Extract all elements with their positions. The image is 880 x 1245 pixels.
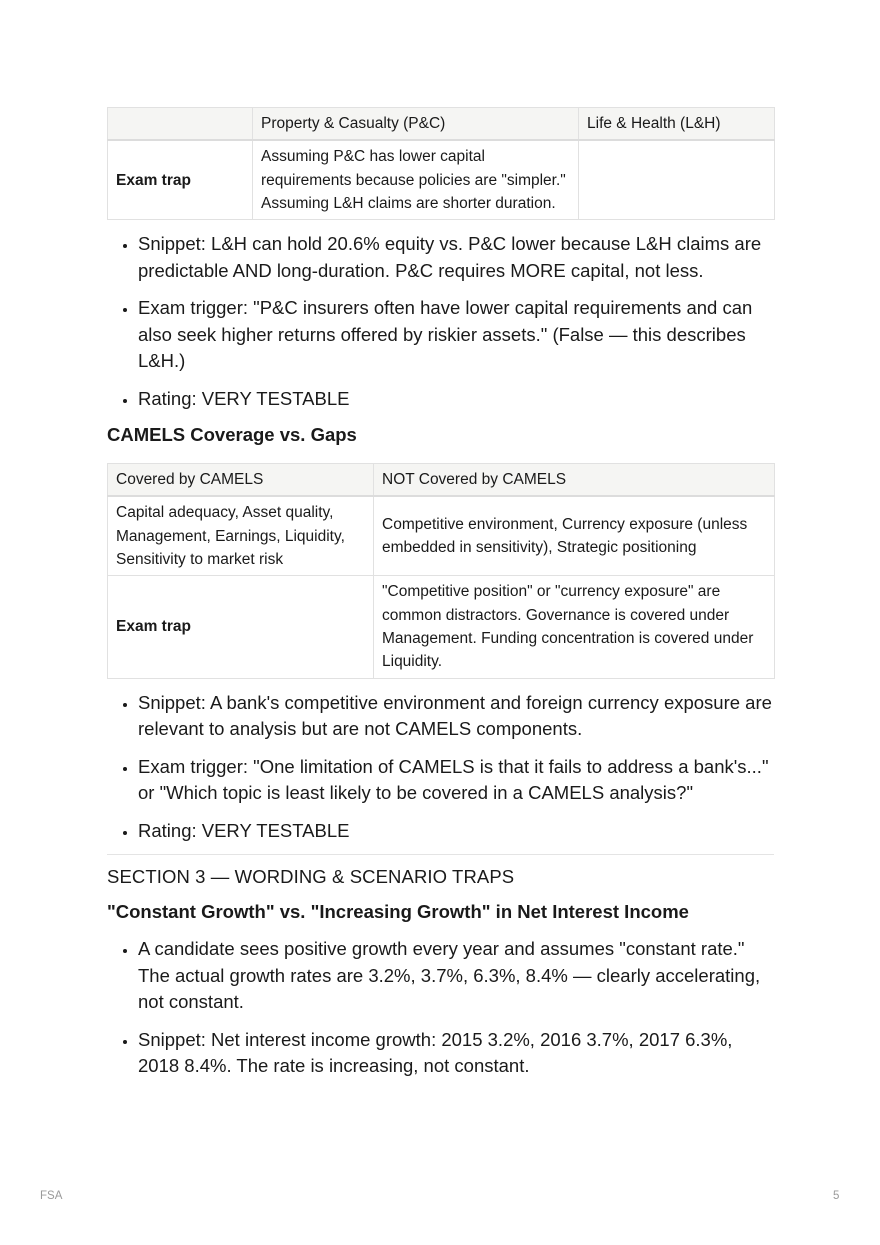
row-label: Exam trap [108, 576, 374, 678]
table-row [108, 140, 775, 219]
list-item: • Snippet: L&H can hold 20.6% equity vs. P&C lower because L&H claims are predictable AND long-duration. P&C requires MORE capital, not less. [138, 231, 774, 284]
table-row [108, 576, 775, 678]
bullet-list [107, 936, 774, 1080]
section-title: SECTION 3 — WORDING & SCENARIO TRAPS [107, 866, 515, 888]
section-divider [107, 854, 774, 855]
subsection-heading: "Constant Growth" vs. "Increasing Growth" in Net Interest Income [107, 901, 689, 923]
page-number: 5 [833, 1190, 840, 1202]
list-item: • A candidate sees positive growth every year and assumes "constant rate." The actual growth rates are 3.2%, 3.7%, 6.3%, 8.4% — clearly accelerating, not constant. [138, 936, 774, 1016]
table-row [108, 496, 775, 575]
table-header-cell [108, 108, 253, 141]
page-content [107, 107, 774, 1080]
list-item: • Snippet: A bank's competitive environment and foreign currency exposure are relevant to analysis but are not CAMELS components. [138, 690, 774, 743]
section-heading: CAMELS Coverage vs. Gaps [107, 424, 357, 446]
table-header-row [108, 108, 775, 141]
table-header-row [108, 464, 775, 497]
list-item: • Rating: VERY TESTABLE [138, 386, 774, 413]
list-item: • Exam trigger: "P&C insurers often have lower capital requirements and can also seek higher returns offered by riskier assets." (False — this describes L&H.) [138, 295, 774, 375]
table-cell: "Competitive position" or "currency exposure" are common distractors. Governance is covered under Management. Funding concentration is covered under Liquidity. [374, 576, 775, 678]
table-cell: Assuming P&C has lower capital requirements because policies are "simpler." Assuming L&H claims are shorter duration. [253, 140, 579, 219]
list-item: • Snippet: Net interest income growth: 2015 3.2%, 2016 3.7%, 2017 6.3%, 2018 8.4%. The rate is increasing, not constant. [138, 1027, 774, 1080]
camels-coverage-table [107, 463, 775, 678]
row-label: Exam trap [108, 140, 253, 219]
table-cell: Competitive environment, Currency exposure (unless embedded in sensitivity), Strategic positioning [374, 496, 775, 575]
list-item: • Rating: VERY TESTABLE [138, 818, 774, 845]
table-cell [579, 140, 775, 219]
table-header-cell: Covered by CAMELS [108, 464, 374, 497]
table-header-cell: NOT Covered by CAMELS [374, 464, 775, 497]
insurer-comparison-table [107, 107, 775, 220]
table-header-cell: Property & Casualty (P&C) [253, 108, 579, 141]
list-item: • Exam trigger: "One limitation of CAMELS is that it fails to address a bank's..." or "Which topic is least likely to be covered in a CAMELS analysis?" [138, 754, 774, 807]
bullet-list [107, 690, 774, 845]
table-header-cell: Life & Health (L&H) [579, 108, 775, 141]
bullet-list [107, 231, 774, 412]
footer-label: FSA [40, 1190, 63, 1202]
table-cell: Capital adequacy, Asset quality, Management, Earnings, Liquidity, Sensitivity to market risk [108, 496, 374, 575]
